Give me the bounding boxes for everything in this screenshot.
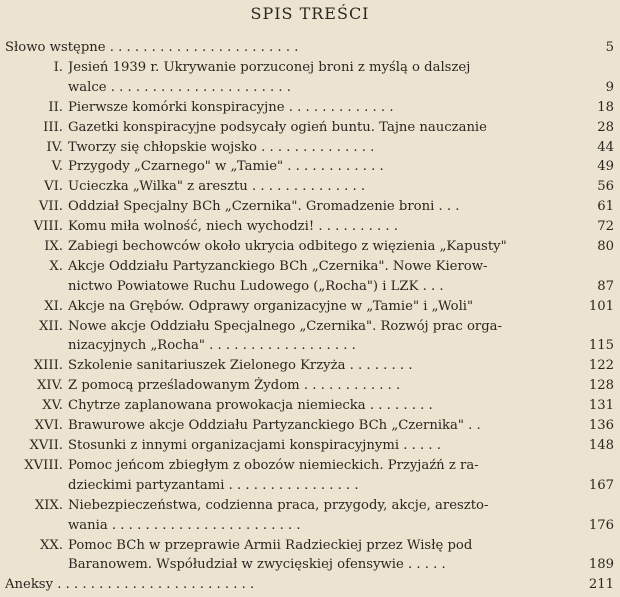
page-number: 28 bbox=[597, 119, 614, 135]
chapter-title-line: Chytrze zaplanowana prowokacja niemiecka . . . . . . . . bbox=[68, 398, 433, 414]
page-number: 131 bbox=[588, 398, 614, 414]
page-number: 44 bbox=[597, 139, 614, 155]
chapter-title-line: Oddział Specjalny BCh „Czernika". Gromadzenie broni . . . bbox=[68, 199, 460, 215]
page-number: 211 bbox=[588, 577, 614, 593]
page-number: 18 bbox=[597, 99, 614, 115]
chapter-title-line: nizacyjnych „Rocha" . . . . . . . . . . . . . . . . . . bbox=[68, 338, 356, 354]
toc-entry bbox=[0, 237, 620, 257]
chapter-number: XX. bbox=[40, 537, 63, 553]
page-number: 122 bbox=[588, 358, 614, 374]
toc-entry bbox=[0, 396, 620, 416]
toc-entry bbox=[0, 38, 620, 58]
toc-entry bbox=[0, 376, 620, 396]
toc-entry bbox=[0, 436, 620, 456]
toc-entry bbox=[0, 177, 620, 197]
chapter-number: II. bbox=[48, 99, 63, 115]
chapter-title-line: Akcje Oddziału Partyzanckiego BCh „Czernika". Nowe Kierow- bbox=[68, 258, 488, 274]
chapter-title-line: dzieckimi partyzantami . . . . . . . . . . . . . . . . bbox=[68, 477, 359, 493]
chapter-number: IV. bbox=[46, 139, 63, 155]
chapter-title-line: Z pomocą prześladowanym Żydom . . . . . . . . . . . . bbox=[68, 378, 401, 394]
chapter-title-line: wania . . . . . . . . . . . . . . . . . . . . . . . bbox=[68, 517, 301, 533]
chapter-number: XIV. bbox=[36, 378, 63, 394]
toc-entry bbox=[0, 58, 620, 98]
page-number: 148 bbox=[588, 438, 614, 453]
chapter-title-line: Tworzy się chłopskie wojsko . . . . . . . . . . . . . . bbox=[68, 139, 375, 155]
chapter-number: VII. bbox=[38, 199, 63, 215]
page-number: 176 bbox=[588, 517, 614, 533]
page-number: 5 bbox=[605, 40, 614, 55]
chapter-title-line: Stosunki z innymi organizacjami konspiracyjnymi . . . . . bbox=[68, 438, 441, 453]
chapter-title-line: Aneksy . . . . . . . . . . . . . . . . . . . . . . . . bbox=[5, 577, 255, 593]
chapter-number: IX. bbox=[44, 239, 63, 254]
chapter-number: XIII. bbox=[33, 358, 63, 374]
chapter-title-line: Przygody „Czarnego" w „Tamie" . . . . . . . . . . . . bbox=[68, 159, 384, 175]
toc-entry bbox=[0, 297, 620, 317]
chapter-number: XVII. bbox=[29, 438, 63, 453]
page-number: 136 bbox=[588, 418, 614, 434]
page-number: 72 bbox=[597, 219, 614, 235]
chapter-title-line: Ucieczka „Wilka" z aresztu . . . . . . . . . . . . . . bbox=[68, 179, 366, 195]
toc-entry bbox=[0, 356, 620, 376]
chapter-title-line: Nowe akcje Oddziału Specjalnego „Czernika". Rozwój prac orga- bbox=[68, 318, 502, 334]
page-title: SPIS TREŚCI bbox=[250, 4, 370, 23]
chapter-title-line: Zabiegi bechowców około ukrycia odbitego z więzienia „Kapusty" bbox=[68, 239, 507, 254]
chapter-title-line: Pomoc BCh w przeprawie Armii Radzieckiej przez Wisłę pod bbox=[68, 537, 473, 553]
toc-entry bbox=[0, 575, 620, 595]
chapter-number: X. bbox=[49, 258, 63, 274]
chapter-title-line: walce . . . . . . . . . . . . . . . . . . . . . . bbox=[68, 79, 292, 95]
chapter-title-line: Baranowem. Współudział w zwycięskiej ofensywie . . . . . bbox=[68, 557, 446, 573]
toc-entry bbox=[0, 496, 620, 536]
page-number: 115 bbox=[588, 338, 614, 354]
chapter-number: XI. bbox=[44, 298, 63, 314]
chapter-title-line: Pierwsze komórki konspiracyjne . . . . . . . . . . . . . bbox=[68, 99, 394, 115]
toc-entry bbox=[0, 416, 620, 436]
page-number: 167 bbox=[588, 477, 614, 493]
page-number: 80 bbox=[597, 239, 614, 254]
chapter-title-line: Gazetki konspiracyjne podsycały ogień buntu. Tajne nauczanie bbox=[68, 119, 487, 135]
toc-entry bbox=[0, 118, 620, 138]
toc-entry bbox=[0, 456, 620, 496]
chapter-number: V. bbox=[51, 159, 63, 175]
chapter-title-line: Brawurowe akcje Oddziału Partyzanckiego BCh „Czernika" . . bbox=[68, 418, 481, 434]
chapter-number: VIII. bbox=[33, 219, 63, 235]
chapter-number: XIX. bbox=[34, 497, 63, 513]
chapter-title-line: nictwo Powiatowe Ruchu Ludowego („Rocha") i LZK . . . bbox=[68, 278, 444, 294]
page-number: 56 bbox=[597, 179, 614, 195]
toc-entry bbox=[0, 257, 620, 297]
chapter-number: VI. bbox=[44, 179, 63, 195]
chapter-title-line: Pomoc jeńcom zbiegłym z obozów niemieckich. Przyjaźń z ra- bbox=[68, 457, 479, 473]
page-number: 61 bbox=[597, 199, 614, 215]
toc-entry bbox=[0, 98, 620, 118]
chapter-title-line: Komu miła wolność, niech wychodzi! . . . . . . . . . . bbox=[68, 219, 398, 235]
chapter-number: I. bbox=[53, 59, 63, 75]
page-number: 49 bbox=[597, 159, 614, 175]
page-number: 87 bbox=[597, 278, 614, 294]
toc-entry bbox=[0, 197, 620, 217]
page-number: 9 bbox=[605, 79, 614, 95]
toc-entry bbox=[0, 138, 620, 158]
toc-entry bbox=[0, 317, 620, 357]
chapter-number: XV. bbox=[42, 398, 63, 414]
toc-entry bbox=[0, 217, 620, 237]
page-number: 128 bbox=[588, 378, 614, 394]
chapter-title-line: Słowo wstępne . . . . . . . . . . . . . . . . . . . . . . . bbox=[5, 40, 299, 55]
toc-entry bbox=[0, 536, 620, 576]
toc-entry bbox=[0, 157, 620, 177]
chapter-title-line: Niebezpieczeństwa, codzienna praca, przygody, akcje, areszto- bbox=[68, 497, 489, 513]
page-number: 189 bbox=[588, 557, 614, 573]
page-number: 101 bbox=[588, 298, 614, 314]
chapter-number: III. bbox=[43, 119, 63, 135]
chapter-number: XII. bbox=[39, 318, 63, 334]
chapter-number: XVIII. bbox=[24, 457, 63, 473]
chapter-number: XVI. bbox=[34, 418, 63, 434]
chapter-title-line: Akcje na Grębów. Odprawy organizacyjne w „Tamie" i „Woli" bbox=[68, 298, 474, 314]
chapter-title-line: Szkolenie sanitariuszek Zielonego Krzyża . . . . . . . . bbox=[68, 358, 413, 374]
chapter-title-line: Jesień 1939 r. Ukrywanie porzuconej broni z myślą o dalszej bbox=[68, 59, 471, 75]
